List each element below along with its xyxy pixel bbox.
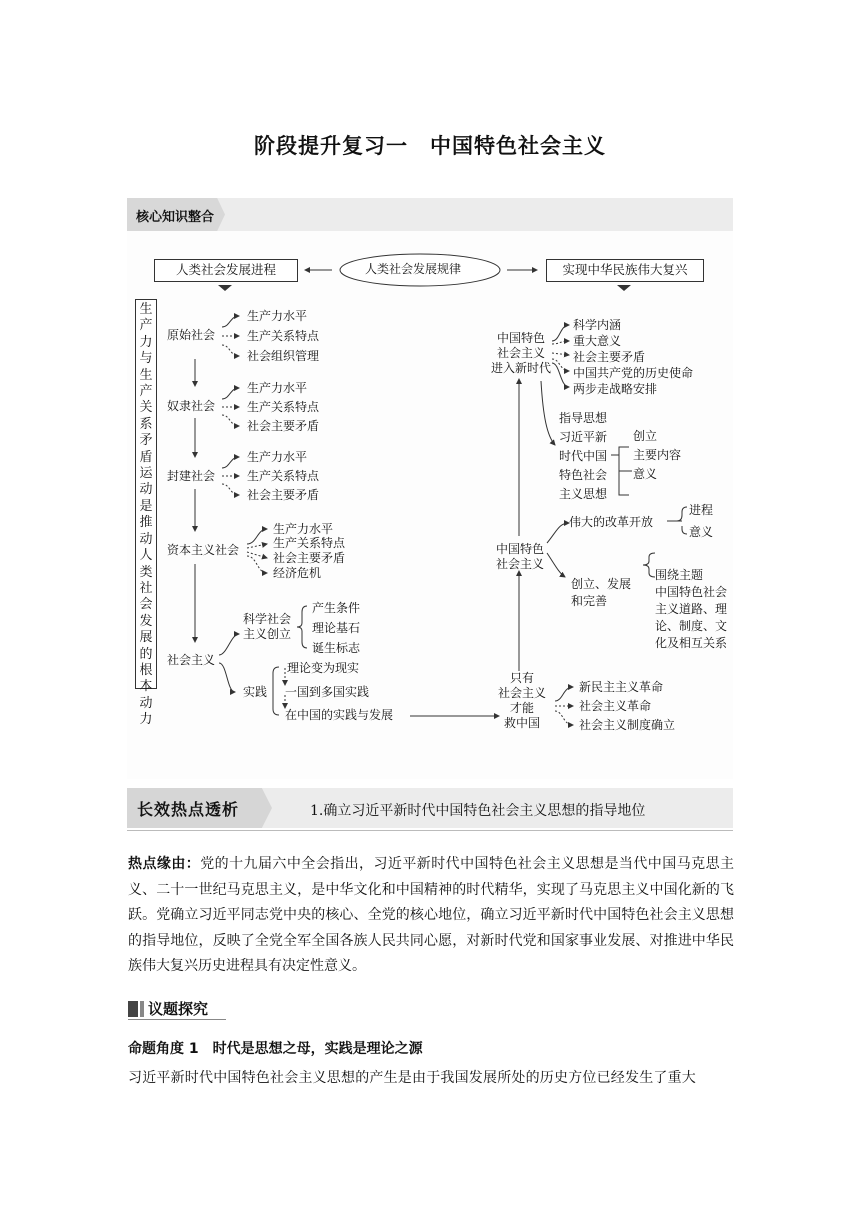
leaf: 社会主要矛盾	[247, 419, 320, 433]
node-reform: 伟大的改革开放	[569, 515, 654, 529]
section-marker-icon	[128, 1001, 138, 1017]
body-text-line: 习近平新时代中国特色社会主义思想的产生是由于我国发展所处的历史方位已经发生了重大	[128, 1070, 696, 1086]
leaf: 理论基石	[312, 621, 361, 635]
vertical-core-note: 生产力与生产关系矛盾运动是推动人类社会发展的根本动力	[135, 299, 157, 689]
node-cs: 中国特色 社会主义	[495, 542, 544, 571]
leaf: 产生条件	[312, 601, 361, 615]
topic-section-label: 议题探究	[148, 1000, 209, 1018]
node-thought: 指导思想 习近平新 时代中国 特色社会 主义思想	[559, 411, 608, 501]
leaf: 社会主义革命	[579, 699, 652, 713]
divider	[127, 830, 733, 831]
leaf: 意义	[689, 525, 714, 539]
question-angle: 命题角度 1 时代是思想之母，实践是理论之源	[128, 1041, 423, 1057]
leaf: 生产关系特点	[273, 536, 346, 550]
leaf: 主要内容	[633, 448, 682, 462]
leaf: 意义	[633, 467, 658, 481]
node-slave: 奴隶社会	[167, 399, 216, 413]
box-rejuvenation: 实现中华民族伟大复兴	[546, 259, 704, 282]
page-title: 阶段提升复习一 中国特色社会主义	[254, 134, 606, 158]
leaf: 生产力水平	[273, 522, 334, 536]
hotspot-subtitle: 1.确立习近平新时代中国特色社会主义思想的指导地位	[310, 803, 646, 819]
leaf: 进程	[689, 503, 714, 517]
leaf: 生产关系特点	[247, 400, 320, 414]
section-header-label: 核心知识整合	[136, 210, 215, 225]
section-marker-icon	[140, 1001, 144, 1017]
ellipse-human-law: 人类社会发展规律	[365, 262, 462, 276]
leaf: 两步走战略安排	[573, 382, 658, 396]
leaf: 重大意义	[573, 334, 622, 348]
leaf: 社会组织管理	[247, 349, 320, 363]
leaf: 生产力水平	[247, 381, 308, 395]
develop-detail: 围绕主题 中国特色社会 主义道路、理 论、制度、文 化及相互关系	[655, 568, 728, 650]
hotspot-text: 党的十九届六中全会指出，习近平新时代中国特色社会主义思想是当代中国马克思主义、二十一世纪马克思主义，是中华文化和中国精神的时代精华，实现了马克思主义中国化新的飞跃。党确立习近平同志党中央的核心、全党的核心地位，确立习近平新时代中国特色社会主义思想的指导地位，反映了全党全军全国各族人民共同心愿，对新时代党和国家事业发展、对推进中华民族伟大复兴历史进程具有决定性意义。	[128, 856, 735, 974]
node-practice: 实践	[243, 685, 268, 699]
node-sci-socialism: 主义创立	[243, 627, 292, 641]
leaf: 社会主要矛盾	[573, 350, 646, 364]
node-new-era: 中国特色 社会主义 进入新时代	[491, 331, 552, 375]
leaf: 科学内涵	[573, 318, 622, 332]
node-capitalist: 资本主义社会	[167, 543, 240, 557]
node-save-china: 只有 社会主义 才能 救中国	[497, 671, 546, 730]
node-sci-socialism: 科学社会	[243, 612, 292, 626]
leaf: 创立	[633, 429, 658, 443]
topic-section-header	[128, 998, 226, 1020]
node-primitive: 原始社会	[167, 328, 216, 342]
hotspot-paragraph	[128, 852, 734, 980]
node-socialism: 社会主义	[167, 653, 216, 667]
leaf: 经济危机	[273, 566, 322, 580]
leaf: 社会主要矛盾	[273, 551, 346, 565]
leaf: 社会主要矛盾	[247, 488, 320, 502]
leaf: 生产力水平	[247, 450, 308, 464]
leaf: 在中国的实践与发展	[285, 708, 394, 722]
leaf: 生产关系特点	[247, 329, 320, 343]
leaf: 生产力水平	[247, 309, 308, 323]
leaf: 新民主主义革命	[579, 680, 664, 694]
leaf: 诞生标志	[312, 641, 361, 655]
node-feudal: 封建社会	[167, 469, 216, 483]
leaf: 社会主义制度确立	[579, 718, 676, 732]
node-develop: 创立、发展 和完善	[571, 577, 632, 608]
hotspot-header-label: 长效热点透析	[137, 800, 240, 819]
concept-map-lines	[127, 231, 733, 779]
concept-map	[127, 231, 733, 779]
leaf: 一国到多国实践	[285, 685, 370, 699]
leaf: 理论变为现实	[287, 661, 360, 675]
leaf: 生产关系特点	[247, 469, 320, 483]
box-human-progress: 人类社会发展进程	[154, 259, 298, 282]
hotspot-lead: 热点缘由：	[128, 856, 201, 872]
divider	[128, 1019, 226, 1020]
leaf: 中国共产党的历史使命	[573, 366, 694, 380]
